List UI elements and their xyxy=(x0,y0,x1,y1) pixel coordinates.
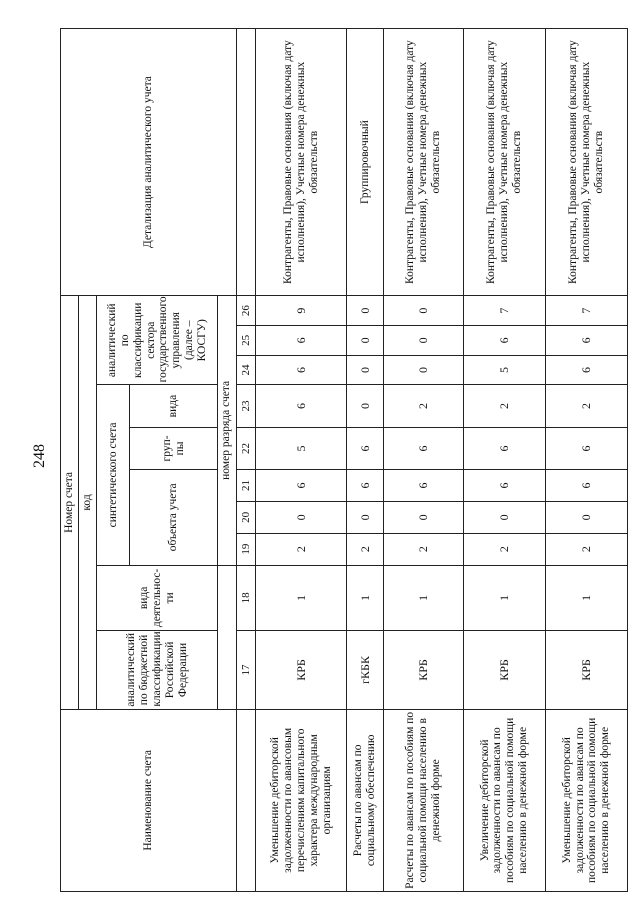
row-digit: 0 xyxy=(347,296,383,326)
row-budget: КРБ xyxy=(383,631,463,709)
row-digit: 6 xyxy=(347,427,383,469)
header-kosgu: аналитический по классификации сектора государственного управления (далее – КОСГУ) xyxy=(97,296,218,385)
row-digit: 6 xyxy=(463,427,545,469)
col-num: 25 xyxy=(236,326,256,356)
table-row xyxy=(347,29,383,892)
col-num: 24 xyxy=(236,355,256,385)
row-account-name: Уменьшение дебиторской задолженности по авансовым перечислениям капитального характера международным организациям xyxy=(256,709,347,891)
header-group: груп-пы xyxy=(129,427,218,469)
col-num: 23 xyxy=(236,385,256,427)
header-analytic-budget: аналитический по бюджетной классификации Российской Федерации xyxy=(97,631,218,709)
col-num: 17 xyxy=(236,631,256,709)
row-digit: 6 xyxy=(347,470,383,502)
row-digit: 0 xyxy=(383,296,463,326)
row-activity: 1 xyxy=(347,565,383,631)
row-digit: 6 xyxy=(545,427,627,469)
row-digit: 2 xyxy=(256,533,347,565)
accounts-table xyxy=(60,28,628,892)
row-digit: 0 xyxy=(347,385,383,427)
row-digit: 5 xyxy=(463,355,545,385)
header-synthetic: синтетического счета xyxy=(97,385,129,565)
col-num-empty-left xyxy=(236,709,256,891)
row-digit: 0 xyxy=(256,501,347,533)
row-digit: 9 xyxy=(256,296,347,326)
col-num-empty-right xyxy=(236,29,256,296)
row-digit: 0 xyxy=(347,355,383,385)
header-account-name: Наименование счета xyxy=(61,709,237,891)
table-row xyxy=(545,29,627,892)
row-detail: Контрагенты, Правовые основания (включая дату исполнения), Учетные номера денежных обязательств xyxy=(463,29,545,296)
row-digit: 0 xyxy=(347,326,383,356)
row-account-name: Уменьшение дебиторской задолженности по авансам по пособиям по социальной помощи населению в денежной форме xyxy=(545,709,627,891)
row-activity: 1 xyxy=(463,565,545,631)
row-digit: 0 xyxy=(383,326,463,356)
row-account-name: Увеличение дебиторской задолженности по авансам по пособиям по социальной помощи населению в денежной форме xyxy=(463,709,545,891)
row-digit: 0 xyxy=(383,355,463,385)
col-num: 20 xyxy=(236,501,256,533)
row-digit: 7 xyxy=(463,296,545,326)
row-digit: 2 xyxy=(545,385,627,427)
row-digit: 2 xyxy=(545,533,627,565)
header-activity-type: вида деятельнос-ти xyxy=(97,565,218,631)
row-account-name: Расчеты по авансам по социальному обеспечению xyxy=(347,709,383,891)
row-digit: 6 xyxy=(256,385,347,427)
col-num: 19 xyxy=(236,533,256,565)
col-num: 21 xyxy=(236,470,256,502)
row-budget: гКБК xyxy=(347,631,383,709)
table-row xyxy=(256,29,347,892)
row-budget: КРБ xyxy=(545,631,627,709)
row-budget: КРБ xyxy=(463,631,545,709)
row-digit: 6 xyxy=(383,470,463,502)
col-num: 26 xyxy=(236,296,256,326)
row-detail: Контрагенты, Правовые основания (включая дату исполнения), Учетные номера денежных обязательств xyxy=(256,29,347,296)
row-digit: 6 xyxy=(545,355,627,385)
table-row xyxy=(463,29,545,892)
col-num: 18 xyxy=(236,565,256,631)
row-account-name: Расчеты по авансам по пособиям по социальной помощи населению в денежной форме xyxy=(383,709,463,891)
row-digit: 0 xyxy=(383,501,463,533)
row-digit: 6 xyxy=(256,355,347,385)
row-digit: 6 xyxy=(256,470,347,502)
header-digit-row: номер разряда счета xyxy=(218,296,236,565)
row-activity: 1 xyxy=(256,565,347,631)
row-digit: 6 xyxy=(545,326,627,356)
row-digit: 6 xyxy=(463,470,545,502)
row-detail: Контрагенты, Правовые основания (включая дату исполнения), Учетные номера денежных обязательств xyxy=(383,29,463,296)
row-digit: 2 xyxy=(383,533,463,565)
rotated-table-container xyxy=(60,28,628,892)
row-digit: 2 xyxy=(463,533,545,565)
row-digit: 2 xyxy=(347,533,383,565)
row-digit: 5 xyxy=(256,427,347,469)
row-detail: Контрагенты, Правовые основания (включая дату исполнения), Учетные номера денежных обязательств xyxy=(545,29,627,296)
header-object: объекта учета xyxy=(129,470,218,565)
row-digit: 0 xyxy=(545,501,627,533)
row-activity: 1 xyxy=(383,565,463,631)
header-account-number: Номер счета xyxy=(61,296,79,709)
col-num: 22 xyxy=(236,427,256,469)
header-kind: вида xyxy=(129,385,218,427)
page-number-wrap xyxy=(28,436,52,476)
header-code: код xyxy=(79,296,97,709)
row-digit: 2 xyxy=(383,385,463,427)
page-number: 248 xyxy=(31,444,48,468)
row-budget: КРБ xyxy=(256,631,347,709)
header-detail: Детализация аналитического учета xyxy=(61,29,237,296)
row-activity: 1 xyxy=(545,565,627,631)
row-digit: 2 xyxy=(463,385,545,427)
header-digit-spacer xyxy=(218,565,236,709)
row-digit: 6 xyxy=(463,326,545,356)
row-digit: 6 xyxy=(545,470,627,502)
row-digit: 7 xyxy=(545,296,627,326)
row-digit: 0 xyxy=(463,501,545,533)
row-digit: 6 xyxy=(383,427,463,469)
row-digit: 6 xyxy=(256,326,347,356)
row-detail: Группировочный xyxy=(347,29,383,296)
row-digit: 0 xyxy=(347,501,383,533)
column-number-row xyxy=(236,29,256,892)
table-row xyxy=(383,29,463,892)
header-row-1 xyxy=(61,29,79,892)
